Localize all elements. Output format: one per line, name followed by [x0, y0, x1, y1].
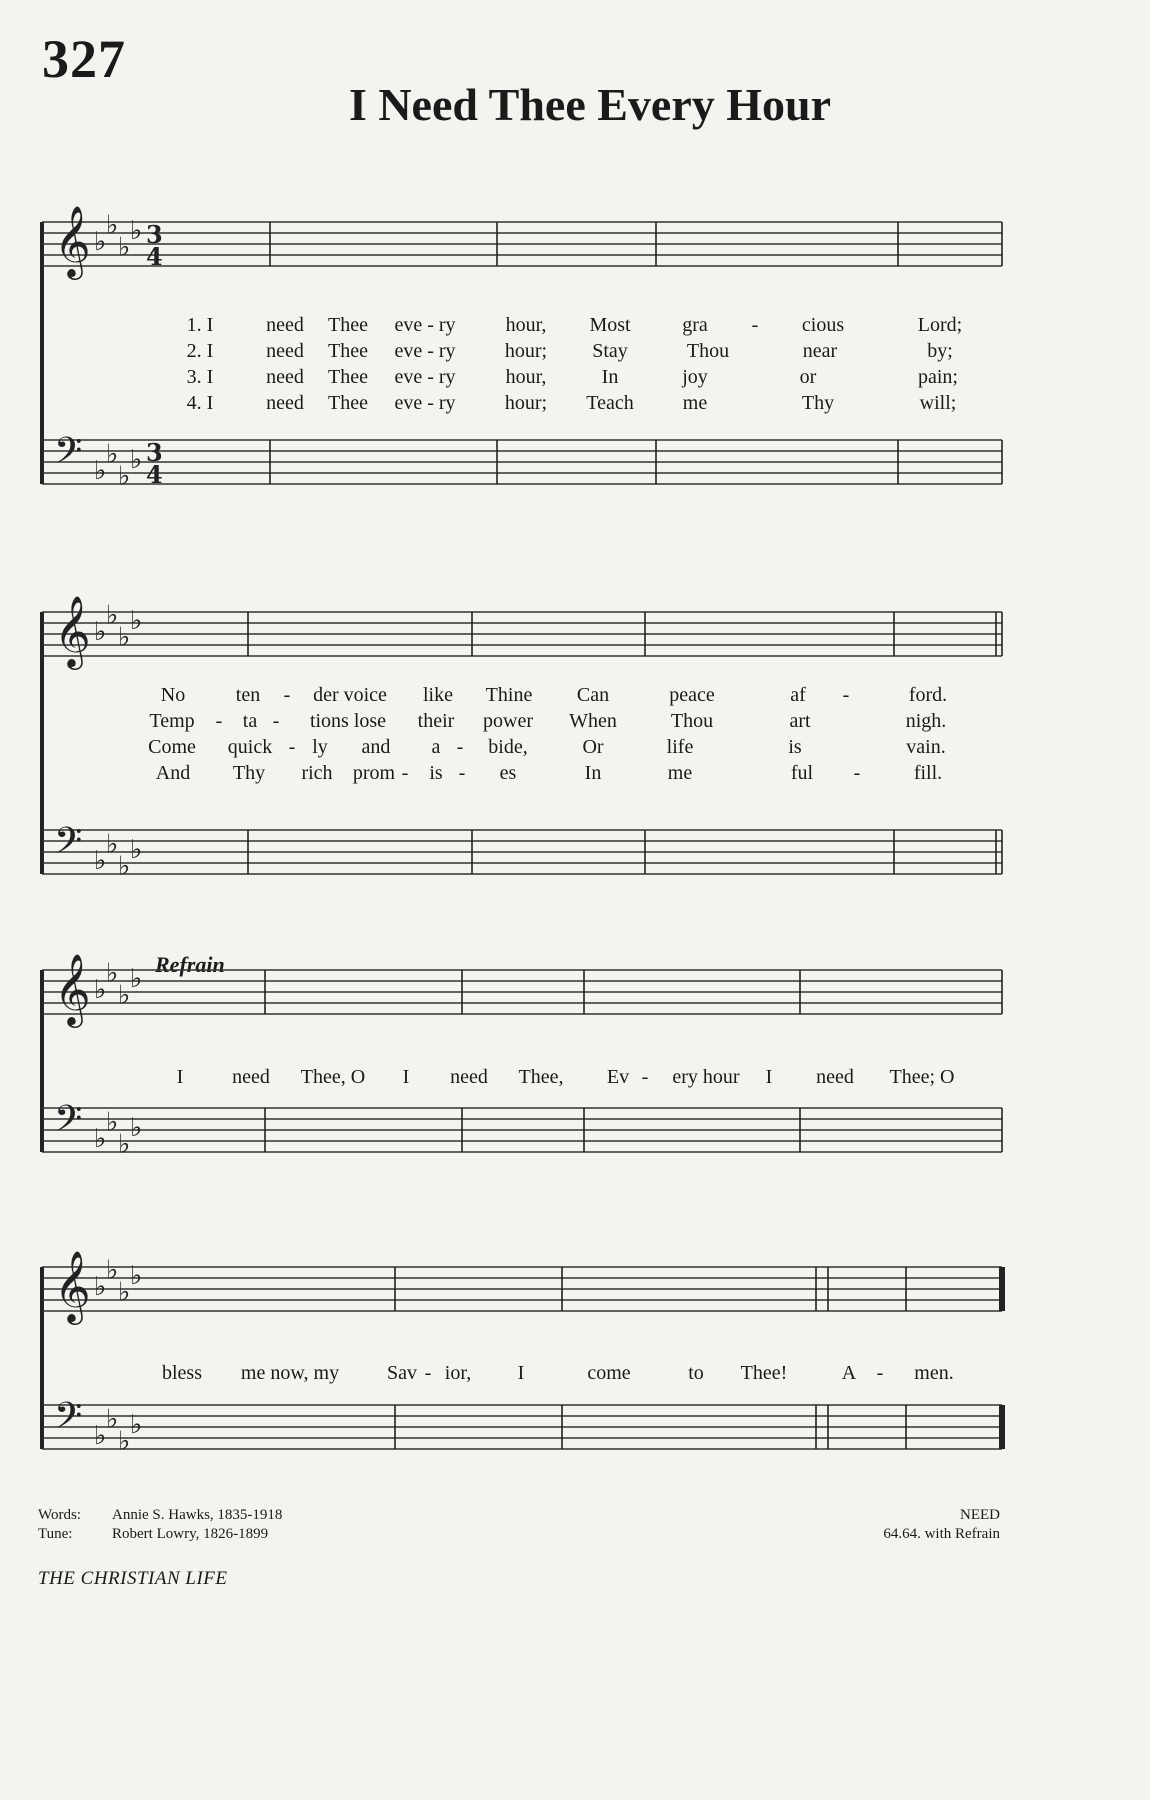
time-signature-top: 3 [146, 220, 163, 249]
flat-icon: ♭ [118, 622, 131, 653]
lyric-syllable: - [272, 710, 280, 732]
lyric-syllable: fill. [913, 762, 943, 784]
lyric-syllable: Or [582, 736, 604, 758]
lyric-syllable: hour, [505, 314, 547, 336]
hymn-title: I Need Thee Every Hour [348, 79, 832, 130]
lyric-syllable: rich [301, 762, 333, 784]
flat-icon: ♭ [130, 1113, 143, 1143]
lyric-syllable: near [802, 340, 838, 362]
verse-3-line-system-2 [0, 736, 1150, 760]
lyric-syllable: - [842, 684, 850, 706]
flat-icon: ♭ [118, 1426, 131, 1457]
flat-icon: ♭ [106, 1255, 119, 1286]
lyric-syllable: to [688, 1362, 704, 1384]
lyric-syllable: Thee [328, 340, 368, 362]
lyric-syllable: Thou [670, 710, 714, 732]
lyric-syllable: eve - ry [394, 340, 456, 362]
flat-icon: ♭ [118, 851, 131, 882]
lyric-syllable: eve - ry [394, 392, 456, 414]
lyric-syllable: Come [148, 736, 196, 758]
tune-composer: Robert Lowry, 1826-1899 [112, 1526, 269, 1542]
lyric-syllable: need [816, 1066, 854, 1088]
lyric-syllable: af [790, 684, 806, 706]
lyric-syllable: men. [914, 1362, 954, 1384]
flat-icon: ♭ [130, 1261, 143, 1291]
lyric-syllable: es [499, 762, 517, 784]
lyric-syllable: eve - ry [394, 366, 456, 388]
lyric-syllable: hour; [504, 340, 548, 362]
lyric-syllable: Thee, [518, 1066, 564, 1088]
lyric-syllable: I [176, 1066, 184, 1088]
lyric-syllable: Sav [387, 1362, 417, 1384]
flat-icon: ♭ [130, 835, 143, 865]
flat-icon: ♭ [94, 227, 107, 257]
flat-icon: ♭ [106, 829, 119, 860]
flat-icon: ♭ [118, 232, 131, 263]
lyric-syllable: nigh. [905, 710, 947, 732]
lyric-syllable: need [450, 1066, 488, 1088]
lyric-syllable: Thee [328, 392, 368, 414]
verse-2-line-system-1 [0, 340, 1150, 364]
lyric-syllable: In [601, 366, 619, 388]
verse-3-line-system-1 [0, 366, 1150, 390]
lyric-syllable: ior, [444, 1362, 472, 1384]
lyric-syllable: need [232, 1066, 270, 1088]
lyric-syllable: 4. I [186, 392, 214, 414]
lyric-syllable: a [431, 736, 441, 758]
verse-4-line-system-1 [0, 392, 1150, 416]
lyric-syllable: And [155, 762, 191, 784]
lyric-syllable: - [458, 762, 466, 784]
lyric-syllable: come [587, 1362, 631, 1384]
lyric-syllable: need [266, 314, 304, 336]
lyric-syllable: power [483, 710, 533, 732]
lyric-syllable: 2. I [186, 340, 214, 362]
lyric-syllable: ta [242, 710, 258, 732]
flat-icon: ♭ [130, 1410, 143, 1440]
words-label: Words: [38, 1507, 81, 1523]
refrain-line-2 [0, 1362, 1150, 1386]
lyric-syllable: hour, [505, 366, 547, 388]
lyric-syllable: me [667, 762, 693, 784]
lyric-syllable: is [788, 736, 802, 758]
lyric-syllable: A [841, 1362, 857, 1384]
lyric-syllable: like [423, 684, 453, 706]
tune-label: Tune: [38, 1526, 73, 1542]
lyric-syllable: hour; [504, 392, 548, 414]
lyric-syllable: Temp [149, 710, 195, 732]
lyric-syllable: I [402, 1066, 410, 1088]
hymn-number: 327 [42, 29, 126, 89]
flat-icon: ♭ [118, 1129, 131, 1160]
flat-icon: ♭ [94, 1272, 107, 1302]
lyric-syllable: 3. I [186, 366, 214, 388]
lyric-syllable: bless [162, 1362, 202, 1384]
treble-clef-icon: 𝄞 [54, 1249, 91, 1322]
words-credit [38, 1506, 282, 1525]
lyric-syllable: their [417, 710, 455, 732]
tune-credit [38, 1525, 282, 1544]
flat-icon: ♭ [118, 980, 131, 1011]
lyric-syllable: tions lose [309, 710, 387, 732]
flat-icon: ♭ [94, 846, 107, 876]
lyric-syllable: Stay [592, 340, 628, 362]
lyric-syllable: - [215, 710, 223, 732]
lyric-syllable: Lord; [917, 314, 963, 336]
lyric-syllable: and [361, 736, 391, 758]
lyric-syllable: Thee, O [300, 1066, 366, 1088]
words-author: Annie S. Hawks, 1835-1918 [112, 1507, 283, 1523]
treble-clef-icon: 𝄞 [54, 594, 91, 667]
lyric-syllable: is [429, 762, 443, 784]
lyric-syllable: ford. [908, 684, 948, 706]
lyric-syllable: Thine [485, 684, 533, 706]
lyric-syllable: vain. [906, 736, 946, 758]
lyric-syllable: - [641, 1066, 649, 1088]
lyric-syllable: Thy [232, 762, 266, 784]
lyric-syllable: Thee [328, 366, 368, 388]
verse-1-line-system-2 [0, 684, 1150, 708]
lyric-syllable: - [456, 736, 464, 758]
lyric-syllable: I [765, 1066, 773, 1088]
treble-clef-icon: 𝄞 [54, 952, 91, 1025]
lyric-syllable: Thou [686, 340, 730, 362]
lyric-syllable: No [160, 684, 186, 706]
lyric-syllable: Thy [801, 392, 835, 414]
flat-icon: ♭ [94, 975, 107, 1005]
lyric-syllable: by; [927, 340, 953, 362]
flat-icon: ♭ [106, 439, 119, 470]
lyric-syllable: Can [576, 684, 610, 706]
lyric-syllable: Teach [586, 392, 634, 414]
lyric-syllable: bide, [488, 736, 528, 758]
music-system-2 [0, 570, 1150, 900]
flat-icon: ♭ [106, 1404, 119, 1435]
lyric-syllable: cious [801, 314, 845, 336]
lyric-syllable: prom [352, 762, 396, 784]
verse-4-line-system-2 [0, 762, 1150, 786]
lyric-syllable: gra [682, 314, 708, 336]
lyric-syllable: I [517, 1362, 525, 1384]
time-signature-bottom: 4 [146, 460, 163, 489]
lyric-syllable: Thee; O [889, 1066, 955, 1088]
lyric-syllable: - [401, 762, 409, 784]
lyric-syllable: need [266, 392, 304, 414]
lyric-syllable: Thee [328, 314, 368, 336]
lyric-syllable: der voice [313, 684, 387, 706]
lyric-syllable: pain; [918, 366, 958, 388]
treble-clef-icon: 𝄞 [54, 204, 91, 277]
lyric-syllable: ten [235, 684, 261, 706]
bass-clef-icon: 𝄢 [54, 1098, 83, 1149]
flat-icon: ♭ [94, 456, 107, 486]
flat-icon: ♭ [130, 216, 143, 246]
flat-icon: ♭ [118, 1277, 131, 1308]
lyric-syllable: ful [790, 762, 814, 784]
bass-clef-icon: 𝄢 [54, 820, 83, 871]
tune-info [883, 1506, 1000, 1544]
lyric-syllable: - [853, 762, 861, 784]
lyric-syllable: - [283, 684, 291, 706]
lyric-syllable: - [424, 1362, 432, 1384]
refrain-label: Refrain [155, 952, 225, 977]
lyric-syllable: When [569, 710, 617, 732]
meter: 64.64. with Refrain [883, 1526, 1000, 1542]
flat-icon: ♭ [130, 606, 143, 636]
section-footer: THE CHRISTIAN LIFE [38, 1568, 228, 1589]
flat-icon: ♭ [130, 964, 143, 994]
lyric-syllable: art [789, 710, 811, 732]
flat-icon: ♭ [106, 958, 119, 989]
bass-clef-icon: 𝄢 [54, 1395, 83, 1446]
lyric-syllable: will; [919, 392, 957, 414]
flat-icon: ♭ [94, 1124, 107, 1154]
lyric-syllable: - [751, 314, 759, 336]
flat-icon: ♭ [94, 1421, 107, 1451]
lyric-syllable: quick [227, 736, 273, 758]
flat-icon: ♭ [106, 210, 119, 241]
lyric-syllable: eve - ry [394, 314, 456, 336]
lyric-syllable: me [682, 392, 708, 414]
bass-clef-icon: 𝄢 [54, 430, 83, 481]
hymn-credits [38, 1506, 282, 1544]
flat-icon: ♭ [118, 461, 131, 492]
lyric-syllable: ery hour [672, 1066, 740, 1088]
flat-icon: ♭ [94, 617, 107, 647]
lyric-syllable: life [666, 736, 694, 758]
verse-2-line-system-2 [0, 710, 1150, 734]
lyric-syllable: - [876, 1362, 884, 1384]
flat-icon: ♭ [106, 1107, 119, 1138]
lyric-syllable: Most [589, 314, 631, 336]
tune-name: NEED [960, 1507, 1000, 1523]
verse-1-line-system-1 [0, 314, 1150, 338]
flat-icon: ♭ [106, 600, 119, 631]
lyric-syllable: ly [312, 736, 328, 758]
lyric-syllable: 1. I [186, 314, 214, 336]
lyric-syllable: me now, my [240, 1362, 340, 1384]
lyric-syllable: need [266, 340, 304, 362]
lyric-syllable: peace [669, 684, 715, 706]
lyric-syllable: need [266, 366, 304, 388]
lyric-syllable: joy [682, 366, 708, 388]
flat-icon: ♭ [130, 445, 143, 475]
lyric-syllable: In [584, 762, 602, 784]
lyric-syllable: Ev [606, 1066, 630, 1088]
lyric-syllable: or [799, 366, 817, 388]
time-signature-top: 3 [146, 438, 163, 467]
time-signature-bottom: 4 [146, 242, 163, 271]
lyric-syllable: Thee! [740, 1362, 788, 1384]
refrain-line-1 [0, 1066, 1150, 1090]
lyric-syllable: - [288, 736, 296, 758]
